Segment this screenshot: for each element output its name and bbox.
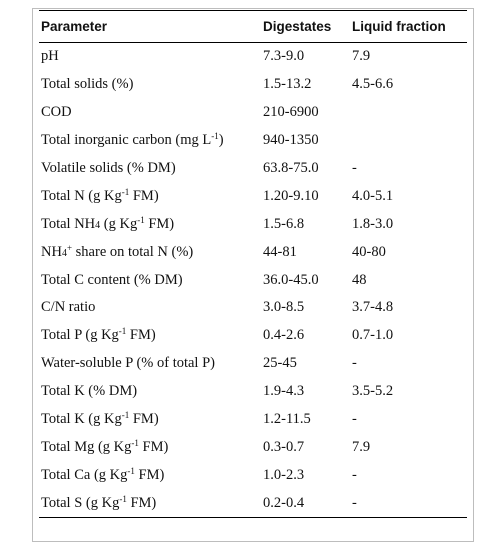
cell-liquid-fraction: - [352, 160, 357, 176]
table-row [39, 378, 467, 406]
cell-digestates: 3.0-8.5 [263, 299, 305, 316]
cell-liquid-fraction [350, 127, 467, 155]
cell-parameter: NH4+ share on total N (%) [41, 242, 194, 260]
table-row [39, 71, 467, 99]
table-row [39, 127, 467, 155]
cell-liquid-fraction: - [350, 489, 467, 517]
cell-parameter: COD [41, 104, 72, 121]
cell-liquid-fraction: 7.9 [352, 438, 371, 455]
cell-liquid-fraction: 0.7-1.0 [352, 327, 394, 344]
table-row [39, 210, 467, 238]
cell-parameter: Total P (g $Kg^{-1}$ FM) [41, 326, 156, 344]
cell-parameter: Total inorganic carbon (mg $L^{-1}$) [41, 131, 224, 149]
header-parameter: Parameter [39, 11, 261, 43]
cell-parameter: C/N ratio [41, 299, 96, 316]
table-body [39, 43, 467, 518]
cell-liquid-fraction: 48 [352, 271, 367, 288]
table-row [39, 322, 467, 350]
table-row [39, 433, 467, 461]
cell-liquid-fraction: 3.7-4.8 [352, 299, 394, 316]
cell-parameter: Total Ca (g $Kg^{-1}$ FM) [41, 465, 165, 483]
cell-digestates: 0.3-0.7 [263, 438, 305, 455]
cell-liquid-fraction: 4.0-5.1 [352, 187, 394, 204]
table-row [39, 238, 467, 266]
table-row [39, 489, 467, 517]
cell-liquid-fraction: - [352, 466, 357, 483]
cell-parameter: Total K (g $Kg^{-1}$ FM) [41, 410, 159, 428]
cell-parameter: Total N (g $Kg^{-1}$ FM) [41, 186, 159, 204]
cell-parameter: Total S (g $Kg^{-1}$ FM) [39, 489, 261, 517]
cell-liquid-fraction: 1.8-3.0 [352, 215, 394, 232]
cell-parameter: Volatile solids (% DM) [41, 160, 176, 176]
cell-parameter: Water-soluble P (% of total P) [41, 355, 215, 372]
table-row [39, 461, 467, 489]
cell-digestates: 1.5-13.2 [263, 76, 312, 93]
cell-digestates: 1.9-4.3 [263, 383, 305, 400]
cell-liquid-fraction [350, 99, 467, 127]
cell-parameter: Total Mg (g $Kg^{-1}$ FM) [41, 437, 169, 455]
table-row [39, 350, 467, 378]
table-row [39, 99, 467, 127]
header-digestates: Digestates [261, 11, 350, 43]
cell-liquid-fraction: 3.5-5.2 [352, 383, 394, 400]
cell-digestates: 7.3-9.0 [263, 48, 305, 65]
digestate-parameters-table [39, 10, 467, 518]
cell-digestates: 1.2-11.5 [263, 411, 311, 428]
cell-liquid-fraction: 7.9 [352, 48, 371, 65]
cell-digestates: 0.2-0.4 [261, 489, 350, 517]
cell-digestates: 0.4-2.6 [263, 327, 305, 344]
cell-digestates: 1.20-9.10 [263, 187, 319, 204]
cell-liquid-fraction: 40-80 [352, 243, 386, 260]
cell-digestates: 210-6900 [263, 104, 319, 121]
cell-parameter: pH [41, 48, 59, 65]
cell-parameter: Total C content (% DM) [41, 271, 183, 288]
cell-digestates: 44-81 [263, 243, 297, 260]
table-row [39, 294, 467, 322]
cell-digestates: 63.8-75.0 [263, 160, 319, 176]
header-liquid-fraction: Liquid fraction [350, 11, 467, 43]
cell-liquid-fraction: - [352, 411, 357, 428]
cell-digestates: 940-1350 [263, 132, 319, 149]
cell-parameter: Total NH4 (g $Kg^{-1}$ FM) [41, 214, 175, 232]
cell-digestates: 36.0-45.0 [263, 271, 319, 288]
cell-liquid-fraction: 4.5-6.6 [352, 76, 394, 93]
cell-digestates: 1.5-6.8 [263, 215, 305, 232]
table-row [39, 266, 467, 294]
table-row [39, 182, 467, 210]
cell-parameter: Total K (% DM) [41, 383, 138, 400]
cell-liquid-fraction: - [352, 355, 357, 372]
header-row [39, 11, 467, 43]
table-row [39, 406, 467, 434]
cell-digestates: 25-45 [263, 355, 297, 372]
table-row [39, 155, 467, 183]
cell-parameter: Total solids (%) [41, 76, 134, 93]
table-row [39, 43, 467, 71]
cell-digestates: 1.0-2.3 [263, 466, 305, 483]
